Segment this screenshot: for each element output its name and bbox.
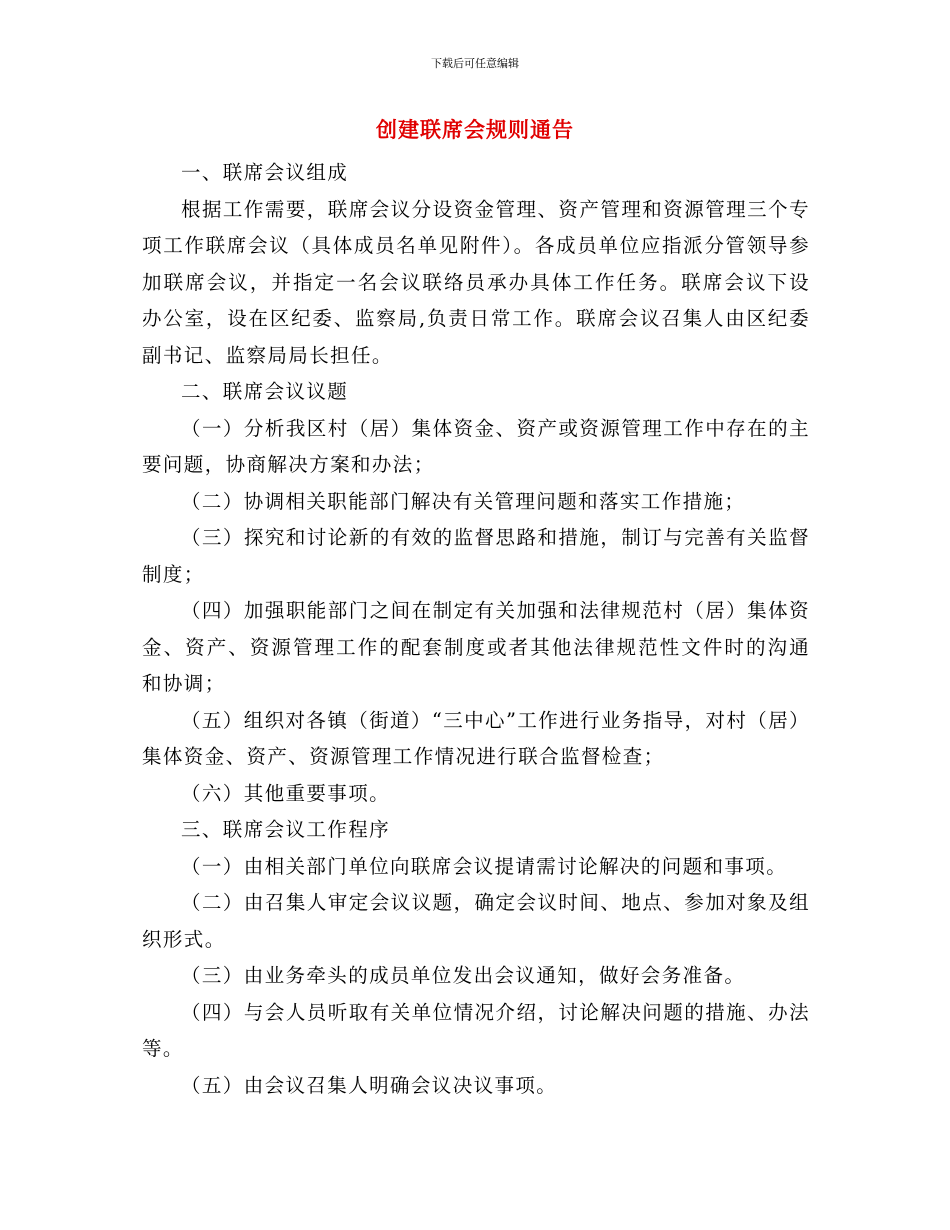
- paragraph-composition: 根据工作需要，联席会议分设资金管理、资产管理和资源管理三个专项工作联席会议（具体成员名单见附件）。各成员单位应指派分管领导参加联席会议，并指定一名会议联络员承办具体工作任务。联席会议下设办公室，设在区纪委、监察局,负责日常工作。联席会议召集人由区纪委副书记、监察局局长担任。: [142, 197, 810, 367]
- header-note: 下载后可任意编辑: [431, 57, 519, 70]
- document-title: 创建联席会规则通告: [376, 117, 574, 142]
- document-body: [142, 155, 810, 1104]
- procedure-item-3: （三）由业务牵头的成员单位发出会议通知，做好会务准备。: [181, 964, 746, 987]
- topic-item-1: （一）分析我区村（居）集体资金、资产或资源管理工作中存在的主要问题，协商解决方案和办法；: [142, 416, 810, 476]
- topic-item-6: （六）其他重要事项。: [181, 781, 391, 805]
- topic-item-3: （三）探究和讨论新的有效的监督思路和措施，制订与完善有关监督制度；: [142, 526, 810, 586]
- section-heading-procedure: 三、联席会议工作程序: [181, 818, 391, 841]
- topic-item-5: （五）组织对各镇（街道）“三中心”工作进行业务指导，对村（居）集体资金、资产、资源管理工作情况进行联合监督检查；: [142, 708, 810, 768]
- procedure-item-4: （四）与会人员听取有关单位情况介绍，讨论解决问题的措施、办法等。: [142, 1000, 810, 1060]
- procedure-item-5: （五）由会议召集人明确会议决议事项。: [181, 1073, 558, 1097]
- section-heading-composition: 一、联席会议组成: [181, 161, 349, 184]
- procedure-item-2: （二）由召集人审定会议议题，确定会议时间、地点、参加对象及组织形式。: [142, 891, 810, 951]
- procedure-item-1: （一）由相关部门单位向联席会议提请需讨论解决的问题和事项。: [181, 854, 788, 878]
- topic-item-4: （四）加强职能部门之间在制定有关加强和法律规范村（居）集体资金、资产、资源管理工作的配套制度或者其他法律规范性文件时的沟通和协调；: [142, 599, 810, 695]
- topic-item-2: （二）协调相关职能部门解决有关管理问题和落实工作措施；: [181, 489, 746, 513]
- section-heading-topics: 二、联席会议议题: [181, 380, 349, 403]
